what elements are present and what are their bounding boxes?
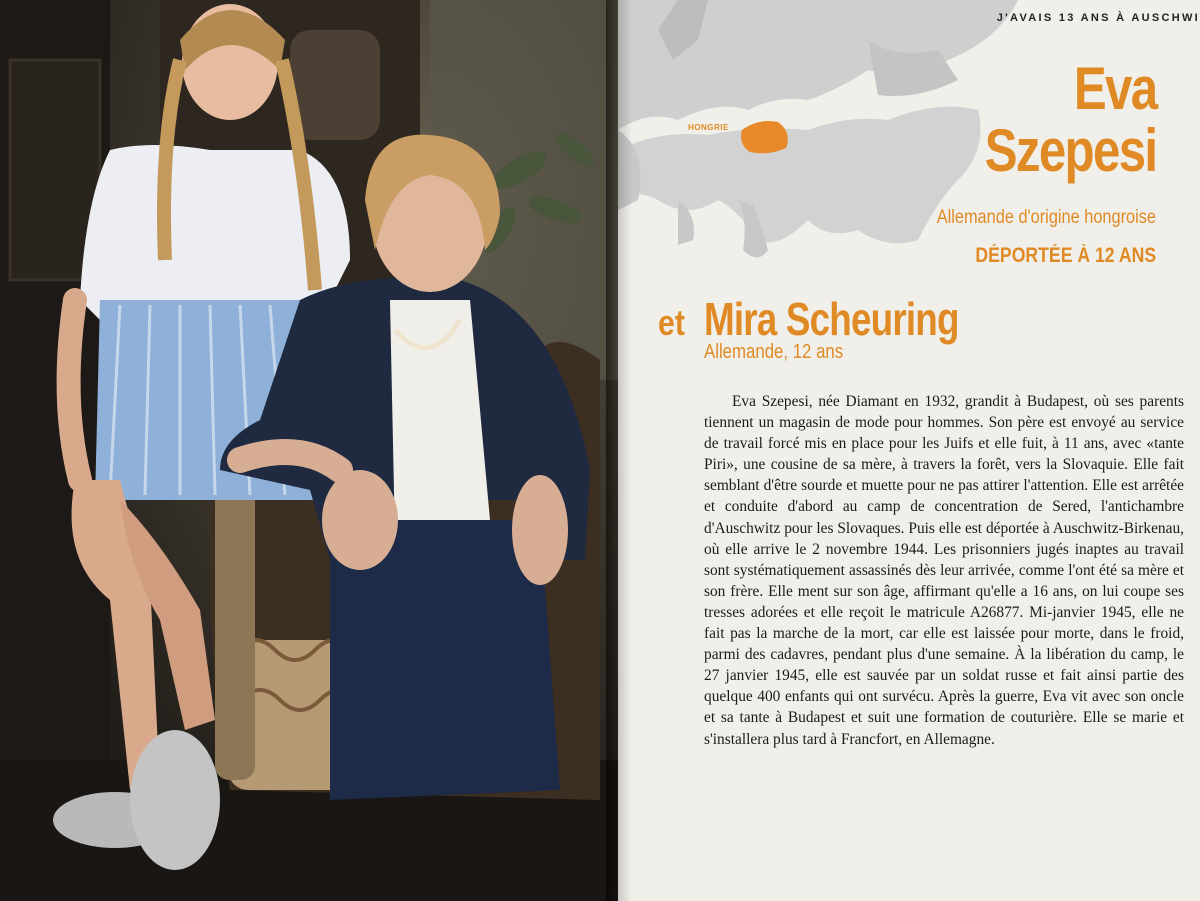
text-page [618, 0, 1200, 901]
subject1-first-name: Eva [1073, 55, 1156, 122]
subject2-name: Mira Scheuring [704, 293, 959, 345]
subject1-last-name: Szepesi [984, 117, 1156, 184]
body-paragraph: Eva Szepesi, née Diamant en 1932, grandit à Budapest, où ses parents tiennent un magasin de mode pour hommes. Son père est envoyé au service de travail forcé mis en place pour les Juifs et elle fuit, à 11 ans, avec «tante Piri», une cousine de sa mère, à travers la forêt, vers la Slovaquie. Elle fait semblant d'être sourde et muette pour ne pas attirer l'attention. Elle est arrêtée et conduite d'abord au camp de concentration de Sered, l'antichambre d'Auschwitz pour les Slovaques. Puis elle est déportée à Auschwitz-Birkenau, où elle arrive le 2 novembre 1944. Les prisonniers jugés inaptes au travail sont systématiquement assassinés dès leur arrivée, comme l'ont été sa mère et son frère. Elle ment sur son âge, affirmant qu'elle a 16 ans, on lui coupe ses tresses adorées et elle reçoit le matricule A26877. Mi-janvier 1945, elle ne fait pas la marche de la mort, car elle est laissée pour morte, dans le froid, parmi des cadavres, pendant plus d'une semaine. À la libération du camp, le 27 janvier 1945, elle est sauvée par un soldat russe et fait ainsi partie des quelque 400 enfants qui ont survécu. Après la guerre, Eva vit avec son oncle et sa tante à Budapest et suit une formation de couturière. Elle se marie et s'installera plus tard à Francfort, en Allemagne. [704, 393, 1184, 748]
book-gutter-shadow [606, 0, 632, 901]
subject1-age-note: DÉPORTÉE À 12 ANS [975, 244, 1156, 267]
running-head: J'AVAIS 13 ANS À AUSCHWI [996, 12, 1200, 24]
connector-word: et [658, 302, 685, 343]
subject1-name [984, 55, 1156, 184]
subject1-description: Allemande d'origine hongroise [936, 207, 1156, 228]
subject2-description: Allemande, 12 ans [704, 341, 844, 363]
map-label-country: HONGRIE [688, 123, 729, 132]
